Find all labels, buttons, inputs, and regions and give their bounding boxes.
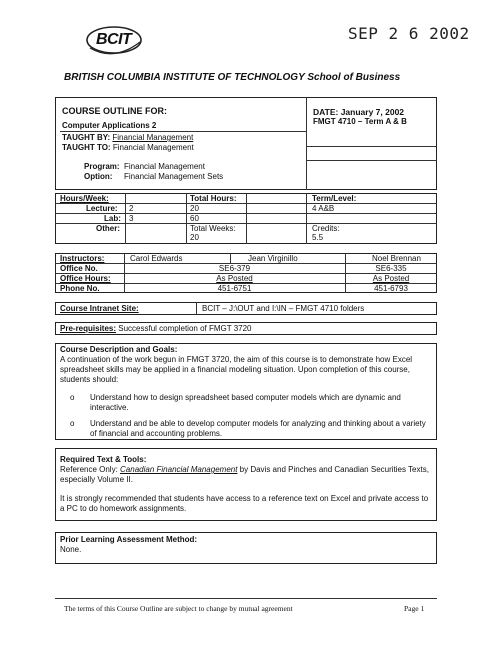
lecture-label: Lecture: [86,204,118,213]
reference-prefix: Reference Only: [60,465,121,474]
total-hours-lecture: 20 [190,204,199,213]
taught-by-value: Financial Management [112,133,194,142]
course-code-line: FMGT 4710 – Term A & B [313,117,407,126]
hours-week-label: Hours/Week: [60,194,109,203]
institute-name: BRITISH COLUMBIA INSTITUTE OF TECHNOLOGY [64,72,305,83]
reference-title: Canadian Financial Management [120,465,238,474]
bcit-logo [84,22,144,58]
logo-text: BCIT [96,31,132,48]
taught-to-label: TAUGHT TO: [62,143,111,152]
goals-list [60,393,432,439]
office-hours-label: Office Hours: [60,274,111,283]
footer-rule [55,598,437,599]
instructor-name-1: Carol Edwards [130,254,183,263]
taught-to-row [62,143,194,152]
term-level-label: Term/Level: [312,194,357,203]
total-hours-lab: 60 [190,214,199,223]
page-number: Page 1 [404,604,425,613]
instructors-label: Instructors: [60,254,105,263]
reference-rest: by Davis and Pinches and Canadian Securities Texts, especially Volume II. [60,465,429,484]
phone-no-2: 451-6793 [374,284,408,293]
prereq-label: Pre-requisites: [60,324,117,333]
description-heading: Course Description and Goals: [60,345,178,354]
phone-label: Phone No. [60,284,100,293]
office-no-1: SE6-379 [218,264,251,273]
instructor-name-3: Noel Brennan [372,254,421,263]
office-label: Office No. [60,264,98,273]
header-divider [306,97,307,190]
goal-item: o Understand and be able to develop computer models for analyzing and thinking about a variety of financial and accounting problems. [60,419,432,439]
program-label: Program: [84,162,120,171]
goal-item: o Understand how to design spreadsheet based computer models which are dynamic and interactive. [60,393,432,413]
term-level-value: 4 A&B [312,204,335,213]
date-line: DATE: January 7, 2002 [313,107,405,117]
intranet-label: Course Intranet Site: [60,304,139,313]
text-tools-heading: Required Text & Tools: [60,455,147,464]
institute-title [64,72,400,83]
taught-to-value: Financial Management [112,143,194,152]
lecture-value: 2 [129,204,134,213]
taught-by-row [62,133,193,142]
description-content [60,345,432,445]
total-weeks-value: 20 [190,233,199,242]
option-label: Option: [84,172,113,181]
lab-label: Lab: [104,214,121,223]
phone-no-1: 451-6751 [217,284,252,293]
reference-line [60,465,432,485]
program-value: Financial Management [124,162,205,171]
lab-value: 3 [129,214,134,223]
prereq-row-text [60,324,252,333]
plar-heading: Prior Learning Assessment Method: [60,535,198,544]
course-name: Computer Applications 2 [62,121,157,130]
total-hours-label: Total Hours: [190,194,237,203]
office-hours-1: As Posted [216,274,253,283]
taught-by-label: TAUGHT BY: [62,133,111,142]
office-hours-2: As Posted [372,274,410,283]
footer-note: The terms of this Course Outline are subject to change by mutual agreement [64,604,293,613]
total-weeks-label: Total Weeks: [190,224,236,233]
plar-value: None. [60,545,82,554]
option-value: Financial Management Sets [124,172,224,181]
office-no-2: SE6-335 [375,264,407,273]
credits-label: Credits: [312,224,340,233]
credits-value: 5.5 [312,233,324,242]
intranet-value: BCIT – J:\OUT and I:\IN – FMGT 4710 folders [202,304,365,313]
prereq-value: Successful completion of FMGT 3720 [116,324,252,333]
school-name: School of Business [304,72,401,83]
text-tools-content [60,455,432,514]
recommendation: It is strongly recommended that students have access to a reference text on Excel and private access to a PC to do homework assignments. [60,494,429,513]
instructor-name-2: Jean Virginillo [248,254,298,263]
other-label: Other: [96,224,120,233]
course-outline-label: COURSE OUTLINE FOR: [62,106,167,116]
date-stamp: SEP 2 6 2002 [348,24,470,43]
description-paragraph: A continuation of the work begun in FMGT 3720, the aim of this course is to demonstrate how Excel spreadsheet skills may be applied in a financial modeling situation. Upon completion of this course, students should: [60,355,413,384]
